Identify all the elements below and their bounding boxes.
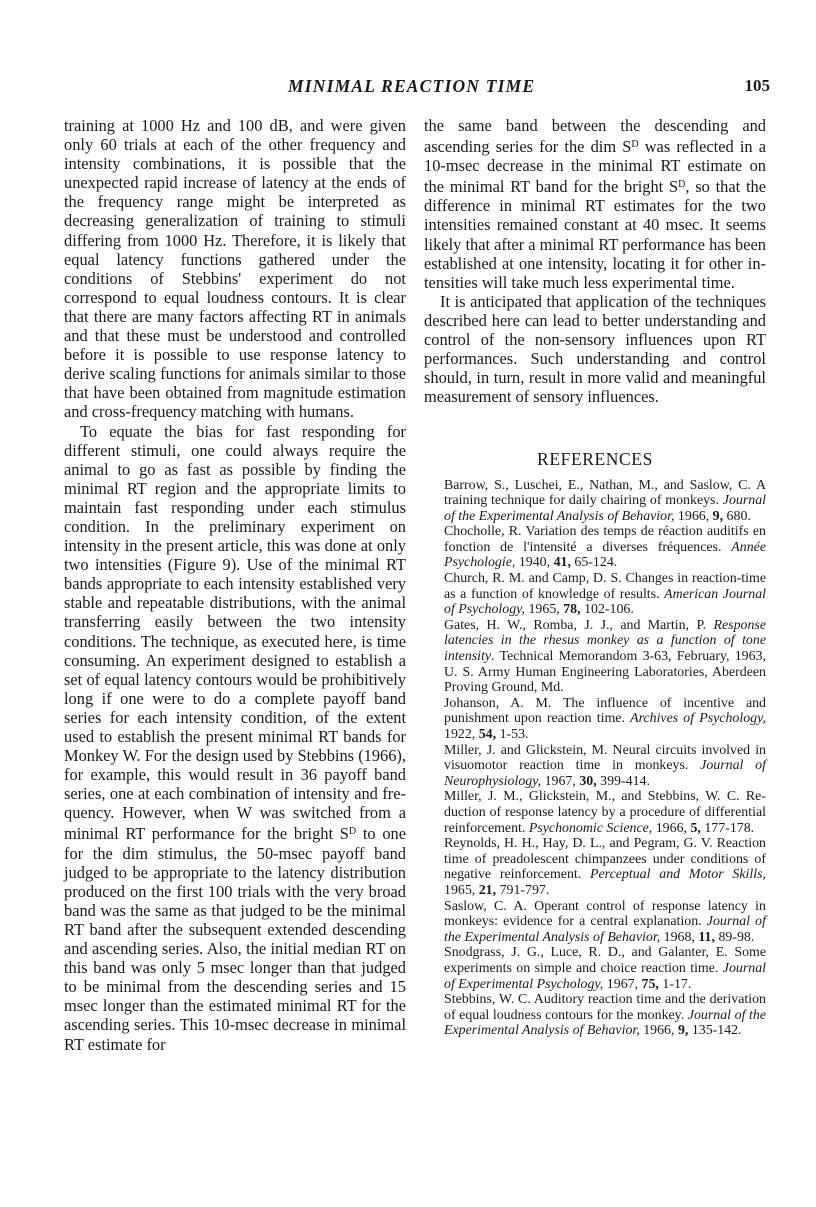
reference-item: Stebbins, W. C. Auditory reaction time and the derivation of equal loudness contours for the monkey. Journal of the Experimental Analysis of Behavior, 1966, 9, 135-142.	[444, 992, 767, 1039]
references-list	[424, 478, 766, 1039]
reference-item: Reynolds, H. H., Hay, D. L., and Pegram, G. V. Reaction time of preadolescent chimpanzees under conditions of negative reinforcement. Perceptual and Motor Skills, 1965, 21, 791-797.	[444, 836, 766, 898]
right-column	[424, 116, 766, 1039]
reference-item: Johanson, A. M. The influence of incentive and punishment upon reaction time. Archives of Psychology, 1922, 54, 1-53.	[444, 695, 767, 742]
left-column	[64, 116, 406, 1054]
reference-item: Saslow, C. A. Operant control of response latency in monkeys: evidence for a central explanation. Journal of the Experimental Analysis of Behavior, 1968, 11, 89-98.	[444, 898, 766, 945]
reference-item: Barrow, S., Luschei, E., Nathan, M., and Saslow, C. A training technique for daily chairing of monkeys. Journal of the Experimental Analysis of Behavior, 1966, 9, 680.	[444, 477, 766, 524]
references-heading: REFERENCES	[537, 449, 653, 470]
reference-item: Miller, J. and Glickstein, M. Neural circuits involved in visuomotor reaction time in monkeys. Journal of Neurophysiology, 1967, 30, 399-414.	[444, 742, 766, 789]
superscript-d: D	[348, 826, 357, 838]
reference-item: Snodgrass, J. G., Luce, R. D., and Galanter, E. Some experiments on simple and choice reaction time. Journal of Experimental Psychology, 1967, 75, 1-17.	[444, 945, 766, 992]
page-header	[288, 76, 770, 100]
body-paragraph: the same band between the descending and ascending series for the dim $S^D$ was reflected in a 10-msec decrease in the minimal RT estimate on the minimal RT band for the bright $S^D$, so that the difference in minimal RT estimates for the two intensities remained constant at 40 msec. It seems likely that after a minimal RT performance has been established at one intensity, locating it for other intensities will take much less experimental time.	[424, 116, 767, 292]
reference-item: Church, R. M. and Camp, D. S. Changes in reaction-time as a function of knowledge of results. American Journal of Psychology, 1965, 78, 102-106.	[444, 571, 767, 618]
running-title: MINIMAL REACTION TIME	[288, 76, 536, 96]
superscript-d: D	[631, 139, 639, 151]
body-paragraph: It is anticipated that application of the techniques described here can lead to better understanding and control of the non-sensory influences upon RT performances. Such understanding and control should, in turn, result in more valid and meaningful measurement of sensory influences.	[424, 291, 766, 407]
page-number: 105	[744, 76, 770, 95]
reference-item: Gates, H. W., Romba, J. J., and Martin, P. Response latencies in the rhesus monkey as a function of tone intensity. Technical Memorandom 3-63, February, 1963, U. S. Army Human Engineering Laboratories, Aberdeen Proving Ground, Md.	[444, 617, 766, 696]
body-paragraph: training at 1000 Hz and 100 dB, and were given only 60 trials at each of the other frequency and intensity combinations, it is possible that the unexpected rapid increase of latency at the ends of the frequency range might be interpreted as decreasing generalization of training to stimuli differing from 1000 Hz. Therefore, it is likely that equal latency functions gathered under the conditions of Stebbins' experiment do not correspond to equal loudness contours. It is clear that there are many factors affecting RT in animals and that these must be understood and controlled before it is possible to use response latency to derive scaling functions for animals similar to those that have been obtained from magnitude estimation and cross-frequency matching with humans.	[64, 116, 406, 422]
reference-item: Chocholle, R. Variation des temps de réaction auditifs en fonction de l'intensité a diverses fréquences. Année Psychologie, 1940, 41, 65-124.	[444, 524, 766, 571]
reference-item: Miller, J. M., Glickstein, M., and Stebbins, W. C. Reduction of response latency by a procedure of differential reinforcement. Psychonomic Science, 1966, 5, 177-178.	[444, 789, 766, 836]
body-paragraph: To equate the bias for fast responding for different stimuli, one could always require the animal to go as fast as possible by finding the minimal RT region and the appropriate limits to maintain fast responding under each stimulus condition. In the preliminary experiment on intensity in the present article, this was done at only two intensities (Figure 9). Use of the minimal RT bands appropriate to each intensity established very stable and repeatable distributions, with the animal transferring easily between the two intensity conditions. The technique, as executed here, is time consuming. An experiment designed to establish a set of equal latency contours would be prohibitively long if one were to do a complete payoff band series for each intensity condition, of the extent used to establish the present minimal RT bands for Monkey W. For the design used by Stebbins (1966), for example, this would result in 36 payoff band series, one at each combination of intensity and frequency. However, when W was switched from a minimal RT performance for the bright $S^D$ to one for the dim stimulus, the 50-msec payoff band judged to be appropriate to the latency distribution produced on the first 100 trials with the very broad band was the same as that judged to be the minimal RT band after the subsequent extended descending and ascending series. Also, the initial median RT on this band was only 5 msec longer than that judged to be minimal from the descending series and 15 msec longer than the estimated minimal RT for the ascending series. This 10-msec decrease in minimal RT estimate for	[64, 421, 406, 1054]
superscript-d: D	[678, 179, 686, 191]
